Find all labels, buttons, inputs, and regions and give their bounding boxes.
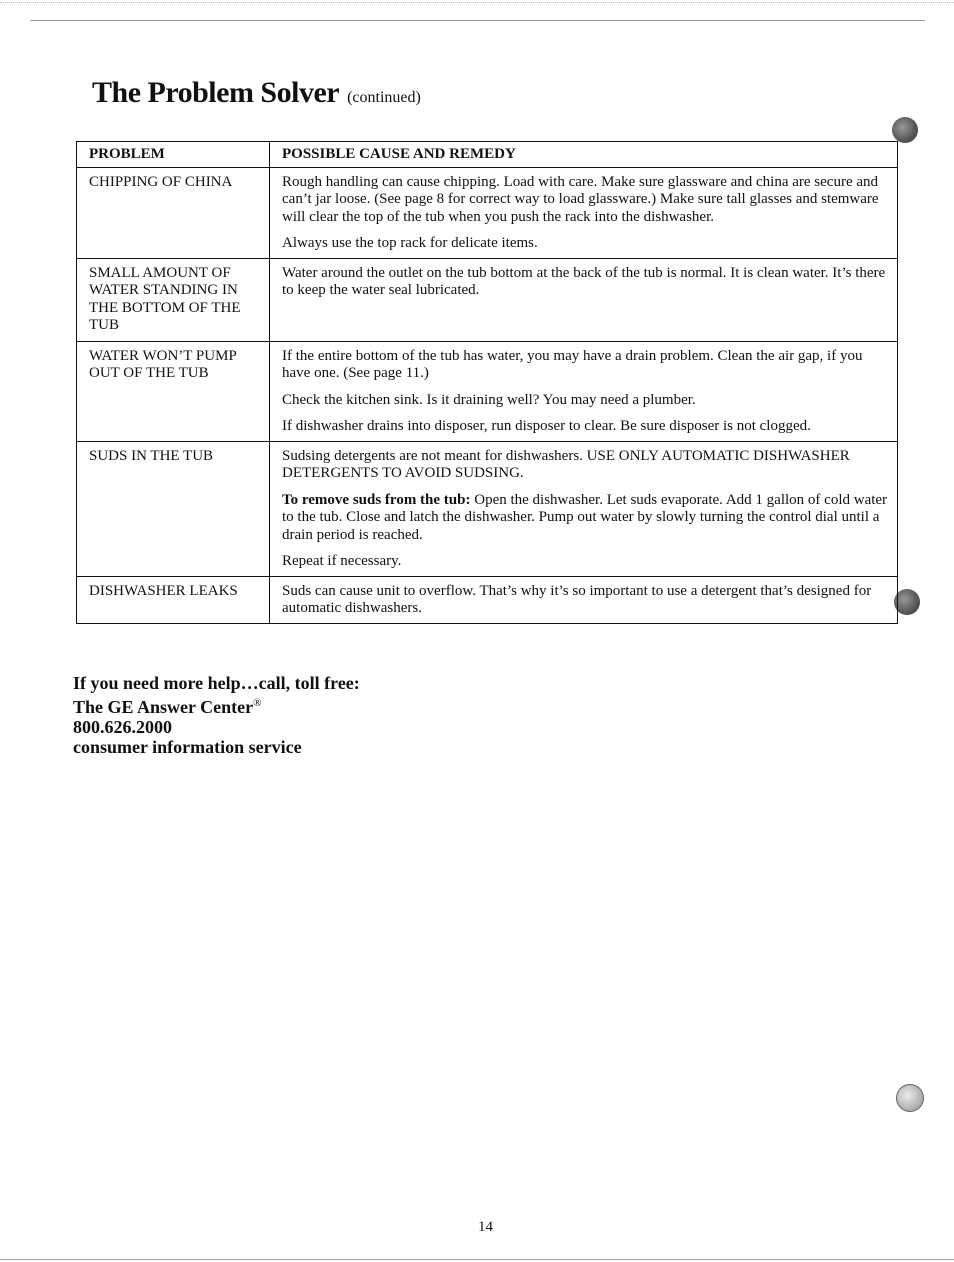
table-row	[77, 341, 898, 441]
table-header-row	[77, 142, 898, 168]
remedy-cell	[270, 576, 898, 623]
remedy-text: Repeat if necessary.	[282, 553, 402, 569]
remedy-text: Water around the outlet on the tub bottom at the back of the tub is normal. It is clean water. It’s there to keep the water seal lubricated.	[282, 264, 886, 298]
remedy-text: Sudsing detergents are not meant for dishwashers. USE ONLY AUTOMATIC DISHWASHER DETERGENTS TO AVOID SUDSING.	[282, 447, 850, 481]
page-number: 14	[478, 1219, 493, 1235]
remedy-text	[282, 492, 889, 545]
column-header-problem: PROBLEM	[77, 142, 270, 168]
table-row	[77, 576, 898, 623]
answer-center-line	[73, 693, 360, 717]
problem-cell: DISHWASHER LEAKS	[77, 576, 270, 623]
column-header-remedy: POSSIBLE CAUSE AND REMEDY	[270, 142, 898, 168]
table-row	[77, 167, 898, 258]
top-dotted-rule	[0, 2, 954, 3]
remedy-cell	[270, 441, 898, 576]
title-main: The Problem Solver	[92, 76, 340, 109]
remedy-text: Suds can cause unit to overflow. That’s why it’s so important to use a detergent that’s designed for automatic dishwashers.	[282, 582, 872, 616]
binder-hole-marker	[896, 1084, 924, 1112]
remedy-text: If the entire bottom of the tub has water, you may have a drain problem. Clean the air gap, if you have one. (See page 11.)	[282, 347, 863, 381]
remedy-body: Open the dishwasher. Let suds evaporate. Add 1 gallon of cold water to the tub. Close and latch the dishwasher. Pump out water by slowly turning the control dial until a drain period is reached.	[282, 491, 888, 543]
remedy-lead: To remove suds from the tub:	[282, 491, 471, 508]
remedy-text: Check the kitchen sink. Is it draining well? You may need a plumber.	[282, 391, 696, 408]
problem-cell: CHIPPING OF CHINA	[77, 167, 270, 258]
bottom-rule	[0, 1259, 954, 1260]
remedy-text: If dishwasher drains into disposer, run disposer to clear. Be sure disposer is not clogged.	[282, 418, 811, 434]
registered-mark: ®	[253, 697, 262, 709]
problem-cell: SMALL AMOUNT OF WATER STANDING IN THE BOTTOM OF THE TUB	[77, 258, 270, 341]
problem-solver-table	[76, 141, 898, 624]
help-contact-block	[73, 673, 360, 757]
table-row	[77, 258, 898, 341]
service-label: consumer information service	[73, 737, 302, 757]
help-heading: If you need more help…call, toll free:	[73, 673, 360, 693]
page-title	[92, 76, 421, 110]
binder-hole-marker	[892, 117, 918, 143]
remedy-cell	[270, 167, 898, 258]
problem-cell: SUDS IN THE TUB	[77, 441, 270, 576]
top-rule	[30, 20, 925, 21]
remedy-cell	[270, 258, 898, 341]
answer-center-name: The GE Answer Center	[73, 697, 254, 717]
phone-number: 800.626.2000	[73, 717, 172, 737]
table-row	[77, 441, 898, 576]
remedy-text: Always use the top rack for delicate items.	[282, 235, 538, 251]
remedy-cell	[270, 341, 898, 441]
remedy-text: Rough handling can cause chipping. Load with care. Make sure glassware and china are secure and can’t jar loose. (See page 8 for correct way to load glassware.) Make sure tall glasses and stemware will clear the top of the tub when you push the rack into the dishwasher.	[282, 173, 879, 225]
problem-cell: WATER WON’T PUMP OUT OF THE TUB	[77, 341, 270, 441]
title-subtitle: (continued)	[347, 89, 421, 106]
